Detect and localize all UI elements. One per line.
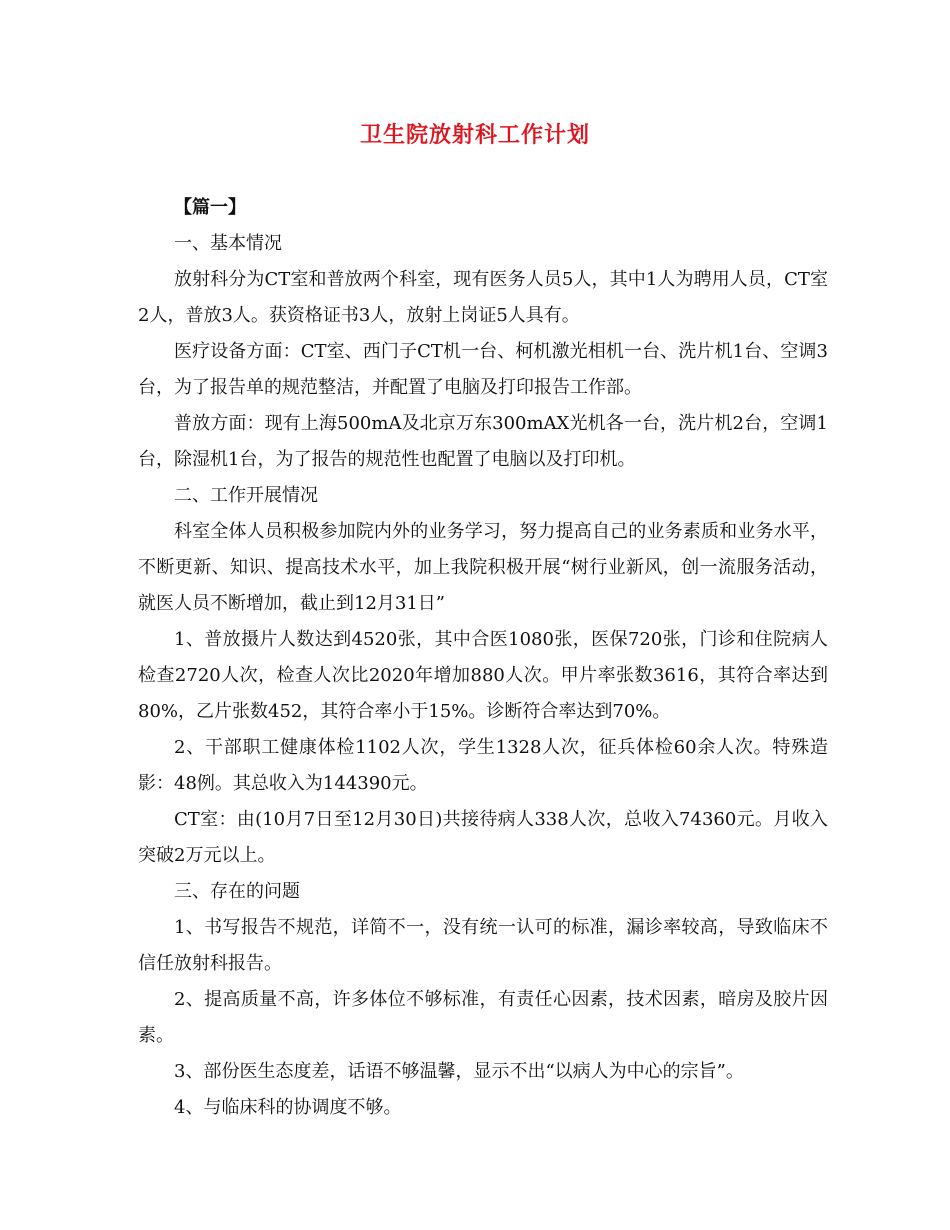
paragraph-ct-equipment: 医疗设备方面：CT室、西门子CT机一台、柯机激光相机一台、洗片机1台、空调3台，为了报告单的规范整洁，并配置了电脑及打印报告工作部。: [138, 341, 828, 398]
heading-existing-problems: 三、存在的问题: [174, 881, 300, 902]
paragraph-problem-1: 1、书写报告不规范，详简不一，没有统一认可的标准，漏诊率较高，导致临床不信任放射科报告。: [138, 917, 828, 974]
paragraph-problem-2: 2、提高质量不高，许多体位不够标准，有责任心因素，技术因素，暗房及胶片因素。: [138, 989, 828, 1046]
paragraph-ct-revenue: CT室：由(10月7日至12月30日)共接待病人338人次，总收入74360元。月收入突破2万元以上。: [138, 809, 828, 866]
heading-work-progress: 二、工作开展情况: [174, 485, 318, 506]
paragraph-general-equipment: 普放方面：现有上海500mA及北京万东300mAX光机各一台，洗片机2台，空调1台，除湿机1台，为了报告的规范性也配置了电脑以及打印机。: [138, 413, 828, 470]
paragraph-xray-statistics: 1、普放摄片人数达到4520张，其中合医1080张，医保720张，门诊和住院病人检查2720人次，检查人次比2020年增加880人次。甲片率张数3616，其符合率达到80%，乙片张数452，其符合率小于15%。诊断符合率达到70%。: [138, 629, 828, 722]
document-body: [138, 190, 828, 1126]
paragraph-problem-3: 3、部份医生态度差，话语不够温馨，显示不出“以病人为中心的宗旨”。: [174, 1061, 744, 1082]
paragraph-problem-4: 4、与临床科的协调度不够。: [174, 1097, 402, 1118]
paragraph-staffing: 放射科分为CT室和普放两个科室，现有医务人员5人，其中1人为聘用人员，CT室2人，普放3人。获资格证书3人，放射上岗证5人具有。: [138, 269, 828, 326]
paragraph-training: 科室全体人员积极参加院内外的业务学习，努力提高自己的业务素质和业务水平，不断更新、知识、提高技术水平，加上我院积极开展“树行业新风，创一流服务活动，就医人员不断增加，截止到12月31日”: [138, 521, 828, 614]
paragraph-health-checkups: 2、干部职工健康体检1102人次，学生1328人次，征兵体检60余人次。特殊造影：48例。其总收入为144390元。: [138, 737, 828, 794]
heading-basic-situation: 一、基本情况: [174, 233, 282, 254]
section-label: 【篇一】: [174, 197, 246, 218]
document-title: 卫生院放射科工作计划: [359, 122, 590, 148]
